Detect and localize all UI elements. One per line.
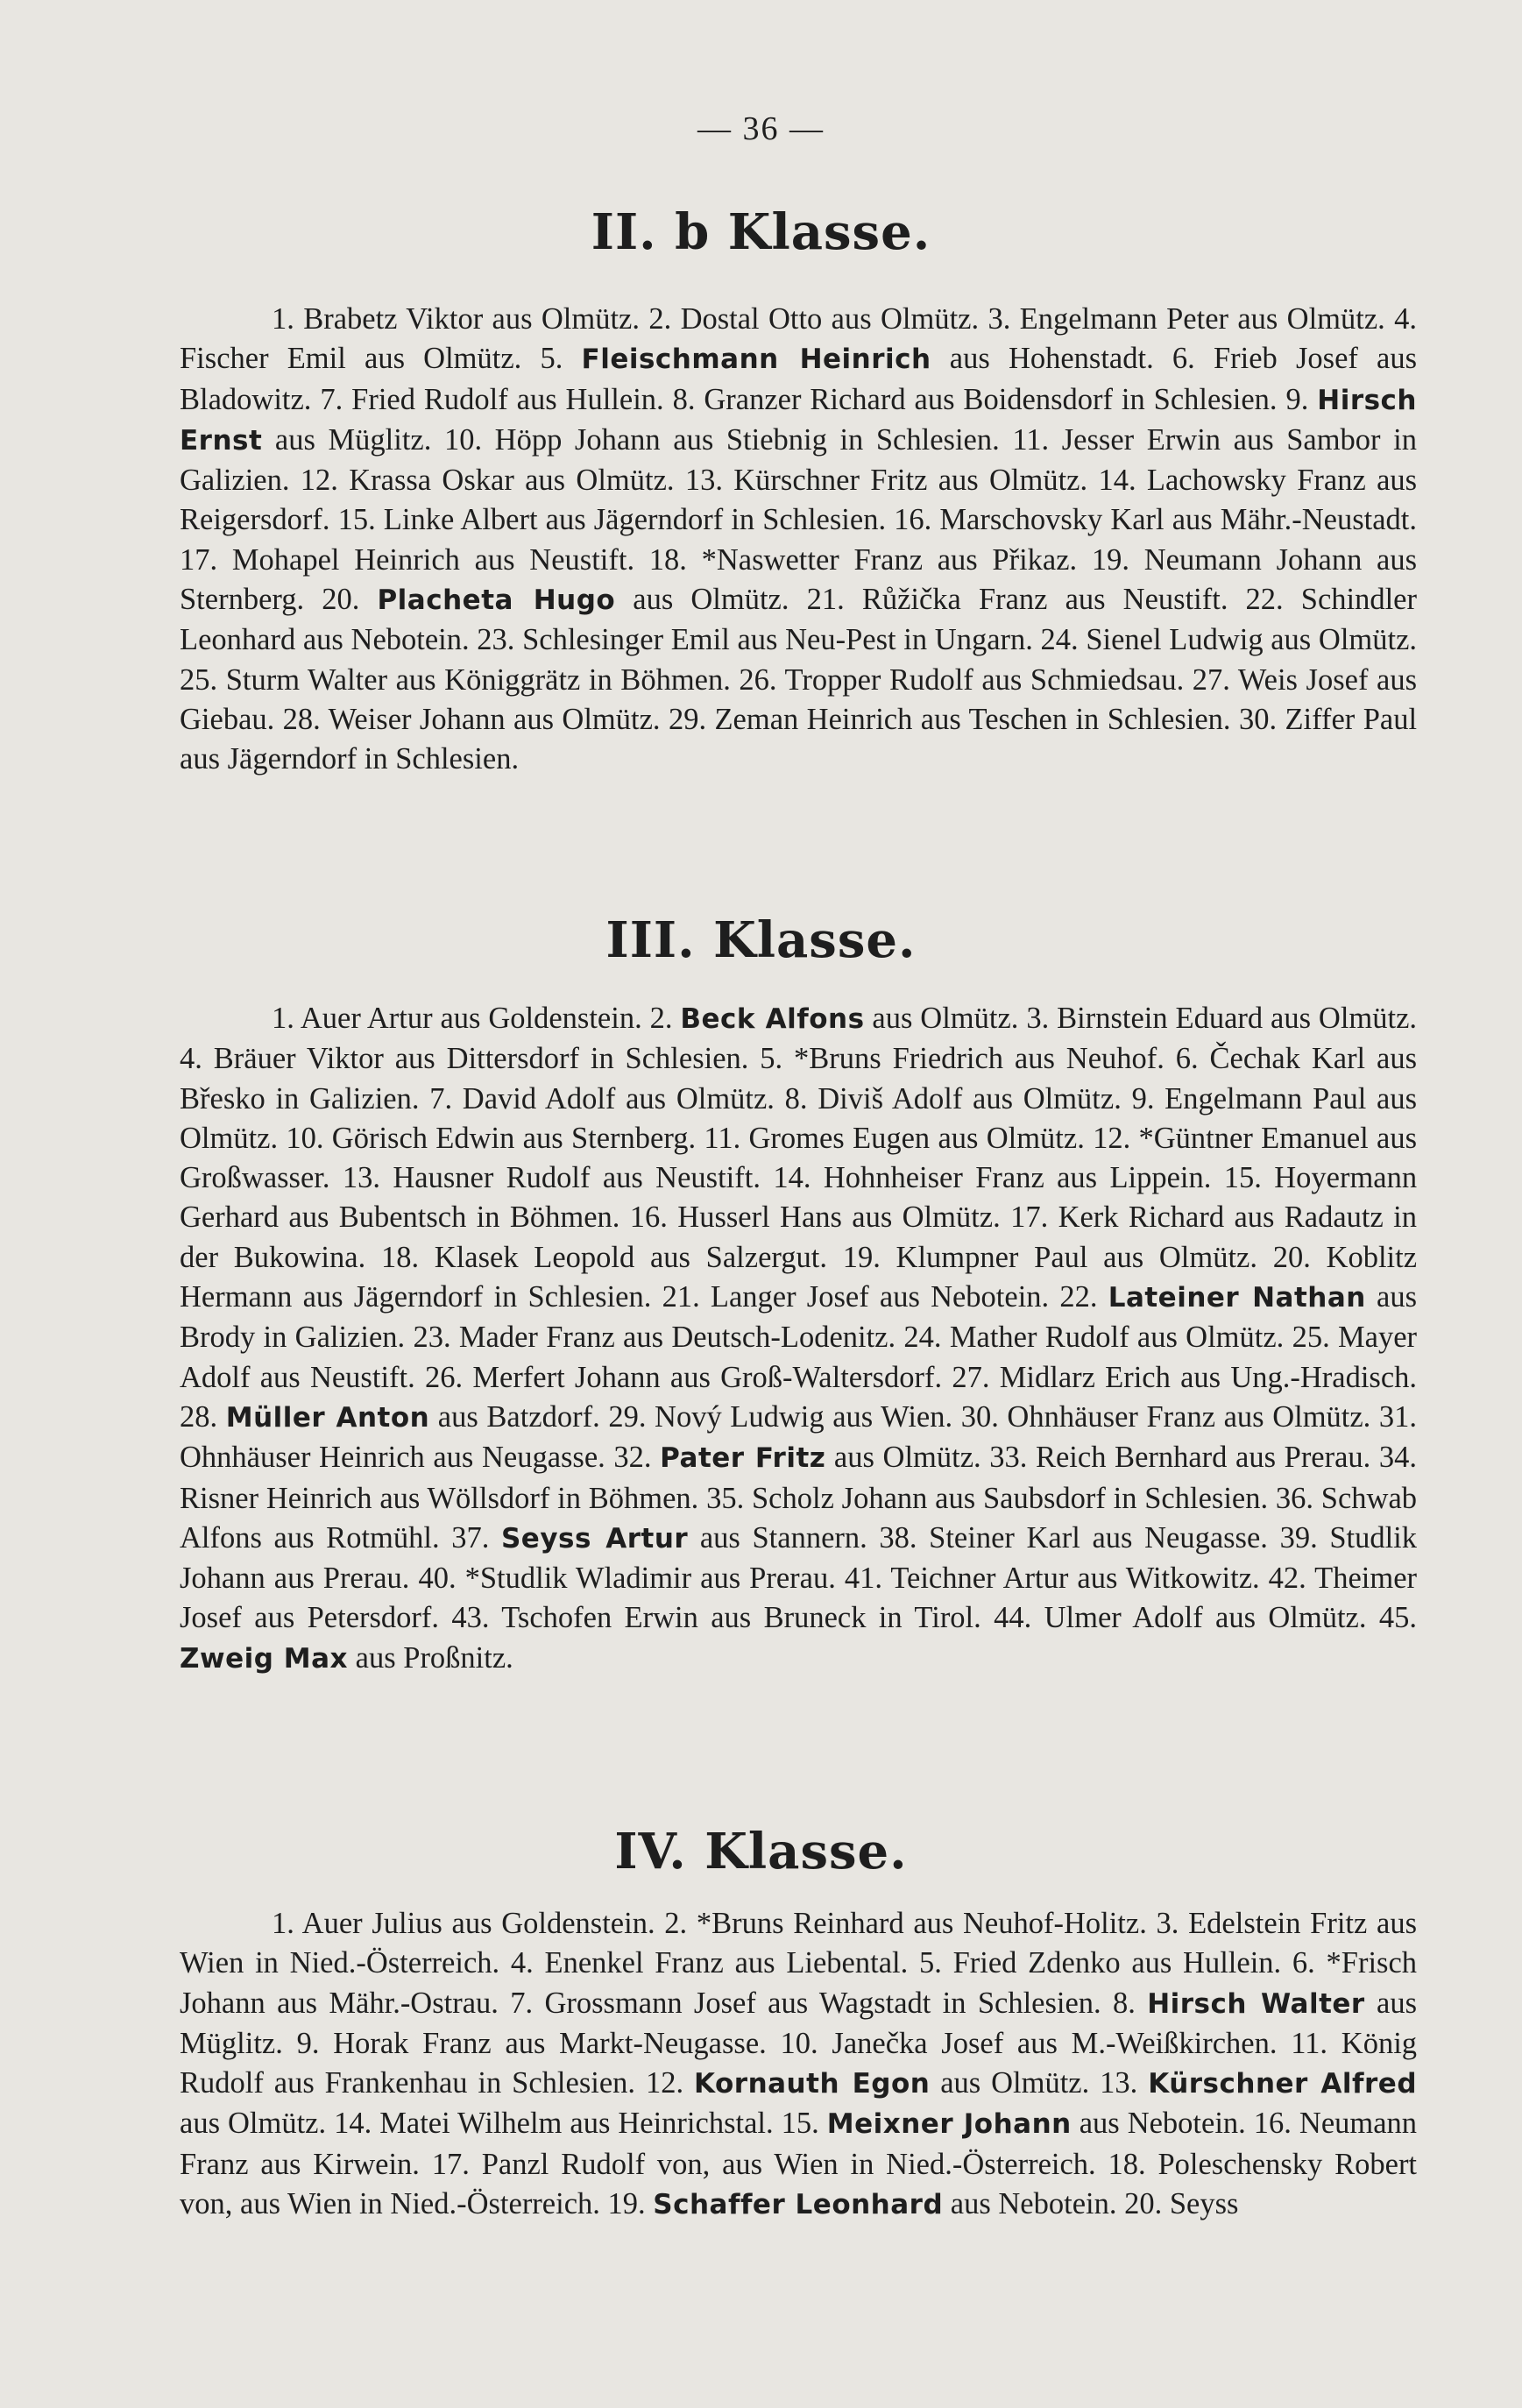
student-name: Grossmann Josef — [544, 1986, 756, 2020]
student-name: *Güntner Emanuel — [1138, 1121, 1369, 1155]
student-entry: 18. Klasek Leopold aus Salzergut. — [380, 1240, 827, 1274]
student-entry: 18. *Naswetter Franz aus Přikaz. — [648, 542, 1078, 577]
student-name: *Naswetter Franz — [701, 542, 924, 577]
student-name: Edelstein Fritz — [1188, 1907, 1368, 1940]
student-name: Seyss Artur — [500, 1522, 689, 1555]
section-heading-4: IV. Klasse. — [614, 1823, 908, 1880]
student-name: Zweig Max — [180, 1642, 349, 1675]
student-entry: 17. Mohapel Heinrich aus Neustift. — [180, 542, 635, 577]
student-name: Kerk Richard — [1058, 1200, 1225, 1235]
student-name: Fleischmann Heinrich — [581, 343, 931, 376]
student-entry: 12. Krassa Oskar aus Olmütz. — [300, 464, 675, 498]
student-name: Ziffer Paul — [1285, 702, 1418, 736]
section-heading-3: III. Klasse. — [605, 911, 917, 969]
student-entry: 42. Theimer Josef aus Petersdorf. — [180, 1562, 1418, 1635]
student-name: Mayer Adolf — [180, 1321, 1418, 1394]
student-name: Klasek Leopold — [434, 1240, 635, 1274]
student-entry: 44. Ulmer Adolf aus Olmütz. — [994, 1601, 1367, 1635]
student-entry: 14. Matei Wilhelm aus Heinrichstal. — [334, 2107, 774, 2141]
student-name: Čechak Karl — [1209, 1042, 1366, 1076]
student-entry: 31. Ohnhäuser Heinrich aus Neugasse. — [180, 1399, 1418, 1475]
student-name: Neumann Johann — [1143, 542, 1363, 577]
student-entry: 41. Teichner Artur aus Witkowitz. — [844, 1562, 1260, 1596]
student-name: Birnstein Eduard — [1057, 1002, 1264, 1035]
student-entry: 4. Bräuer Viktor aus Dittersdorf in Schlesien. — [180, 1042, 749, 1076]
student-entry: 2. *Bruns Reinhard aus Neuhof-Holitz. — [664, 1907, 1147, 1940]
student-name: Janečka Josef — [832, 2026, 1004, 2060]
student-entry: 4. Enenkel Franz aus Liebental. — [510, 1946, 909, 1980]
student-entry: 14. Hohnheiser Franz aus Lippein. — [773, 1161, 1212, 1195]
student-name: Diviš Adolf — [818, 1081, 963, 1115]
student-entry: 40. *Studlik Wladimir aus Prerau. — [418, 1562, 836, 1596]
student-name: Scholz Johann — [751, 1481, 928, 1515]
student-name: Lachowsky Franz — [1146, 464, 1366, 498]
student-entry: 8. Hirsch Walter aus Müglitz. — [180, 1986, 1418, 2060]
student-entry: 21. Růžička Franz aus Neustift. — [806, 583, 1228, 617]
student-name: Neumann Franz — [180, 2107, 1418, 2181]
student-entry: 1. Auer Artur aus Goldenstein. — [272, 1002, 642, 1035]
student-entry: 17. Kerk Richard aus Radautz in der Bukowina. — [180, 1200, 1418, 1274]
student-name: Pater Fritz — [660, 1442, 826, 1475]
student-entry: 2. Dostal Otto aus Olmütz. — [648, 302, 980, 336]
student-entry: 12. Kornauth Egon aus Olmütz. — [645, 2066, 1090, 2100]
student-name: Hohnheiser Franz — [823, 1161, 1044, 1195]
student-entry: 36. Schwab Alfons aus Rotmühl. — [180, 1481, 1418, 1555]
student-entry: 38. Steiner Karl aus Neugasse. — [879, 1520, 1268, 1555]
student-entry: 25. Sturm Walter aus Königgrätz in Böhmen. — [180, 662, 731, 697]
student-entry: 30. Ohnhäuser Franz aus Olmütz. — [960, 1399, 1371, 1434]
student-name: Hirsch Ernst — [180, 384, 1418, 457]
student-name: Mather Rudolf — [949, 1321, 1129, 1355]
student-name: Tschofen Erwin — [501, 1601, 698, 1635]
student-entry: 26. Merfert Johann aus Groß-Waltersdorf. — [424, 1360, 943, 1394]
student-name: Krassa Oskar — [349, 464, 514, 498]
student-entry: 7. David Adolf aus Olmütz. — [429, 1081, 775, 1115]
student-name: Reich Bernhard — [1035, 1441, 1228, 1475]
student-name: Seyss — [1169, 2187, 1239, 2221]
student-name: Schindler Leonhard — [180, 583, 1417, 657]
student-name: Weis Josef — [1237, 662, 1369, 697]
student-entry: 5. Fleischmann Heinrich aus Hohenstadt. — [540, 342, 1154, 376]
student-name: Ohnhäuser Heinrich — [180, 1441, 425, 1475]
student-name: *Frisch Johann — [180, 1946, 1418, 2020]
student-name: Zeman Heinrich — [714, 702, 913, 736]
student-entry: 11. Gromes Eugen aus Olmütz. — [704, 1121, 1085, 1155]
student-entry: 28. Weiser Johann aus Olmütz. — [282, 702, 661, 736]
student-name: Mader Franz — [458, 1321, 615, 1355]
student-entry: 28. Müller Anton aus Batzdorf. — [180, 1399, 600, 1434]
student-entry: 10. Höpp Johann aus Stiebnig in Schlesien. — [443, 422, 1000, 457]
student-name: Dostal Otto — [680, 302, 823, 336]
student-name: Höpp Johann — [494, 422, 661, 457]
student-entry: 9. Horak Franz aus Markt-Neugasse. — [296, 2026, 767, 2060]
student-name: Merfert Johann — [472, 1360, 661, 1394]
student-entry: 11. König Rudolf aus Frankenhau in Schlesien. — [180, 2026, 1418, 2100]
student-name: Ohnhäuser Franz — [1007, 1399, 1216, 1434]
student-entry: 13. Hausner Rudolf aus Neustift. — [342, 1161, 761, 1195]
student-name: Hoyermann Gerhard — [180, 1161, 1418, 1235]
student-name: Bräuer Viktor — [213, 1042, 384, 1076]
student-entry: 5. *Bruns Friedrich aus Neuhof. — [760, 1042, 1165, 1076]
student-name: Kornauth Egon — [694, 2068, 931, 2100]
student-name: David Adolf — [462, 1081, 616, 1115]
student-name: Husserl Hans — [677, 1200, 842, 1235]
student-entry: 39. Studlik Johann aus Prerau. — [180, 1520, 1418, 1596]
student-entry: 34. Risner Heinrich aus Wöllsdorf in Böhmen. — [180, 1441, 1418, 1515]
student-entry: 14. Lachowsky Franz aus Reigersdorf. — [180, 464, 1418, 537]
student-entry: 17. Panzl Rudolf von, aus Wien in Nied.-Österreich. — [431, 2147, 1096, 2181]
student-name: Nový Ludwig — [655, 1399, 825, 1434]
student-name: Marschovsky Karl — [939, 503, 1165, 537]
student-entry: 15. Meixner Johann aus Nebotein. — [781, 2107, 1246, 2141]
student-name: Granzer Richard — [704, 382, 906, 416]
student-name: König Rudolf — [180, 2026, 1418, 2100]
student-name: Görisch Edwin — [331, 1121, 515, 1155]
student-entry: 33. Reich Bernhard aus Prerau. — [989, 1441, 1371, 1475]
student-name: Risner Heinrich — [180, 1481, 372, 1515]
student-entry: 23. Mader Franz aus Deutsch-Lodenitz. — [413, 1321, 896, 1355]
student-name: Theimer Josef — [180, 1562, 1418, 1635]
student-entry: 24. Mather Rudolf aus Olmütz. — [903, 1321, 1285, 1355]
student-entry: 29. Nový Ludwig aus Wien. — [608, 1399, 953, 1434]
section-body-2b — [180, 300, 1417, 780]
student-entry: 9. Engelmann Paul aus Olmütz. — [180, 1081, 1418, 1155]
student-name: Poleschensky Robert von — [180, 2147, 1418, 2221]
student-entry: 11. Jesser Erwin aus Sambor in Galizien. — [180, 422, 1417, 498]
student-name: *Studlik Wladimir — [464, 1562, 692, 1596]
student-name: Teichner Artur — [890, 1562, 1069, 1596]
student-name: *Bruns Friedrich — [794, 1042, 1004, 1076]
student-entry: 10. Görisch Edwin aus Sternberg. — [286, 1121, 697, 1155]
student-name: Enenkel Franz — [544, 1946, 724, 1980]
student-name: Steiner Karl — [929, 1520, 1080, 1555]
student-entry: 6. *Frisch Johann aus Mähr.-Ostrau. — [180, 1946, 1418, 2020]
student-entry: 19. Neumann Johann aus Sternberg. — [180, 542, 1418, 617]
student-entry: 10. Janečka Josef aus M.-Weißkirchen. — [780, 2026, 1278, 2060]
student-name: Schwab Alfons — [180, 1481, 1418, 1555]
student-name: Placheta Hugo — [377, 584, 616, 617]
student-entry: 7. Fried Rudolf aus Hullein. — [320, 382, 664, 416]
student-entry: 21. Langer Josef aus Nebotein. — [662, 1280, 1050, 1314]
student-entry: 26. Tropper Rudolf aus Schmiedsau. — [739, 662, 1185, 697]
student-name: Gromes Eugen — [748, 1121, 931, 1155]
student-name: Mohapel Heinrich — [231, 542, 460, 577]
section-body-4 — [180, 1904, 1417, 2225]
section-heading-2b: II. b Klasse. — [591, 203, 931, 261]
student-name: Kürschner Alfred — [1148, 2068, 1418, 2100]
student-entry: 9. Hirsch Ernst aus Müglitz. — [180, 382, 1418, 457]
section-body-3 — [180, 999, 1417, 1679]
student-entry: 15. Linke Albert aus Jägerndorf in Schlesien. — [337, 503, 887, 537]
student-name: Fischer Emil — [180, 342, 346, 376]
student-name: Hirsch Walter — [1147, 1987, 1365, 2020]
student-entry: 27. Weis Josef aus Giebau. — [180, 662, 1417, 736]
student-name: Sturm Walter — [225, 662, 388, 697]
student-name: Midlarz Erich — [999, 1360, 1171, 1394]
student-entry: 43. Tschofen Erwin aus Bruneck in Tirol. — [451, 1601, 981, 1635]
student-name: Klumpner Paul — [896, 1240, 1088, 1274]
student-entry: 35. Scholz Johann aus Saubsdorf in Schlesien. — [706, 1481, 1269, 1515]
student-entry: 12. *Güntner Emanuel aus Großwasser. — [180, 1121, 1417, 1195]
student-entry: 13. Kürschner Fritz aus Olmütz. — [684, 464, 1088, 498]
student-entry: 20. Seyss — [1124, 2187, 1239, 2221]
student-entry: 37. Seyss Artur aus Stannern. — [451, 1520, 867, 1555]
student-entry: 25. Mayer Adolf aus Neustift. — [180, 1321, 1418, 1394]
student-name: Linke Albert — [383, 503, 538, 537]
student-entry: 20. Koblitz Hermann aus Jägerndorf in Schlesien. — [180, 1240, 1418, 1314]
student-name: Beck Alfons — [680, 1003, 865, 1035]
student-name: Kürschner Fritz — [733, 464, 928, 498]
student-entry: 45. Zweig Max aus Proßnitz. — [180, 1601, 1417, 1675]
student-entry: 20. Placheta Hugo aus Olmütz. — [322, 583, 789, 617]
student-entry: 5. Fried Zdenko aus Hullein. — [918, 1946, 1282, 1980]
student-entry: 16. Husserl Hans aus Olmütz. — [629, 1200, 1001, 1235]
student-entry: 8. Diviš Adolf aus Olmütz. — [784, 1081, 1122, 1115]
student-name: Koblitz Hermann — [180, 1240, 1418, 1314]
student-name: Schlesinger Emil — [522, 623, 730, 657]
student-entry: 13. Kürschner Alfred aus Olmütz. — [180, 2066, 1418, 2141]
student-entry: 30. Ziffer Paul aus Jägerndorf in Schlesien. — [180, 702, 1418, 776]
student-entry: 22. Lateiner Nathan aus Brody in Galizien. — [180, 1280, 1418, 1355]
student-name: Růžička Franz — [861, 583, 1048, 617]
student-name: Matei Wilhelm — [379, 2107, 563, 2141]
student-name: Engelmann Peter — [1019, 302, 1229, 336]
student-entry: 8. Granzer Richard aus Boidensdorf in Schlesien. — [672, 382, 1278, 416]
student-entry: 19. Klumpner Paul aus Olmütz. — [842, 1240, 1257, 1274]
student-name: Horak Franz — [333, 2026, 492, 2060]
student-entry: 27. Midlarz Erich aus Ung.-Hradisch. — [952, 1360, 1418, 1394]
student-entry: 29. Zeman Heinrich aus Teschen in Schlesien. — [668, 702, 1231, 736]
student-entry: 2. Beck Alfons aus Olmütz. — [649, 1002, 1019, 1035]
student-name: Sienel Ludwig — [1086, 623, 1264, 657]
student-name: Engelmann Paul — [1165, 1081, 1367, 1115]
student-entry: 1. Auer Julius aus Goldenstein. — [272, 1907, 655, 1940]
student-entry: 18. Poleschensky Robert von, aus Wien in Nied.-Österreich. — [180, 2147, 1418, 2221]
student-entry: 1. Brabetz Viktor aus Olmütz. — [272, 302, 640, 336]
student-name: Lateiner Nathan — [1108, 1282, 1366, 1314]
student-name: *Bruns Reinhard — [696, 1907, 904, 1940]
student-entry: 4. Fischer Emil aus Olmütz. — [180, 302, 1418, 376]
student-entry: 3. Edelstein Fritz aus Wien in Nied.-Österreich. — [180, 1907, 1418, 1980]
student-entry: 6. Čechak Karl aus Břesko in Galizien. — [180, 1042, 1418, 1115]
student-entry: 6. Frieb Josef aus Bladowitz. — [180, 342, 1418, 416]
student-name: Tropper Rudolf — [784, 662, 973, 697]
student-name: Brabetz Viktor — [303, 302, 484, 336]
student-name: Fried Rudolf — [351, 382, 508, 416]
page-number: — 36 — — [697, 110, 825, 147]
student-entry: 23. Schlesinger Emil aus Neu-Pest in Ungarn. — [477, 623, 1033, 657]
student-name: Jesser Erwin — [1061, 422, 1221, 457]
student-entry: 15. Hoyermann Gerhard aus Bubentsch in Böhmen. — [180, 1161, 1418, 1235]
student-entry: 32. Pater Fritz aus Olmütz. — [613, 1441, 981, 1475]
student-entry: 22. Schindler Leonhard aus Nebotein. — [180, 583, 1417, 657]
student-entry: 3. Engelmann Peter aus Olmütz. — [988, 302, 1385, 336]
student-name: Panzl Rudolf von — [481, 2147, 703, 2181]
student-entry: 3. Birnstein Eduard aus Olmütz. — [1026, 1002, 1418, 1035]
student-name: Auer Julius — [301, 1907, 442, 1940]
student-name: Auer Artur — [300, 1002, 433, 1035]
student-name: Hausner Rudolf — [393, 1161, 591, 1195]
student-name: Langer Josef — [710, 1280, 869, 1314]
student-name: Schaffer Leonhard — [653, 2189, 944, 2221]
student-entry: 7. Grossmann Josef aus Wagstadt in Schlesien. — [510, 1986, 1101, 2020]
student-entry: 19. Schaffer Leonhard aus Nebotein. — [607, 2187, 1117, 2221]
student-name: Meixner Johann — [826, 2108, 1072, 2141]
student-name: Studlik Johann — [180, 1520, 1418, 1596]
student-name: Fried Zdenko — [952, 1946, 1121, 1980]
student-name: Weiser Johann — [328, 702, 506, 736]
student-name: Frieb Josef — [1213, 342, 1358, 376]
student-entry: 16. Neumann Franz aus Kirwein. — [180, 2107, 1418, 2181]
student-entry: 24. Sienel Ludwig aus Olmütz. — [1040, 623, 1418, 657]
student-entry: 16. Marschovsky Karl aus Mähr.-Neustadt. — [894, 503, 1417, 537]
student-name: Müller Anton — [225, 1401, 430, 1434]
student-name: Ulmer Adolf — [1044, 1601, 1203, 1635]
